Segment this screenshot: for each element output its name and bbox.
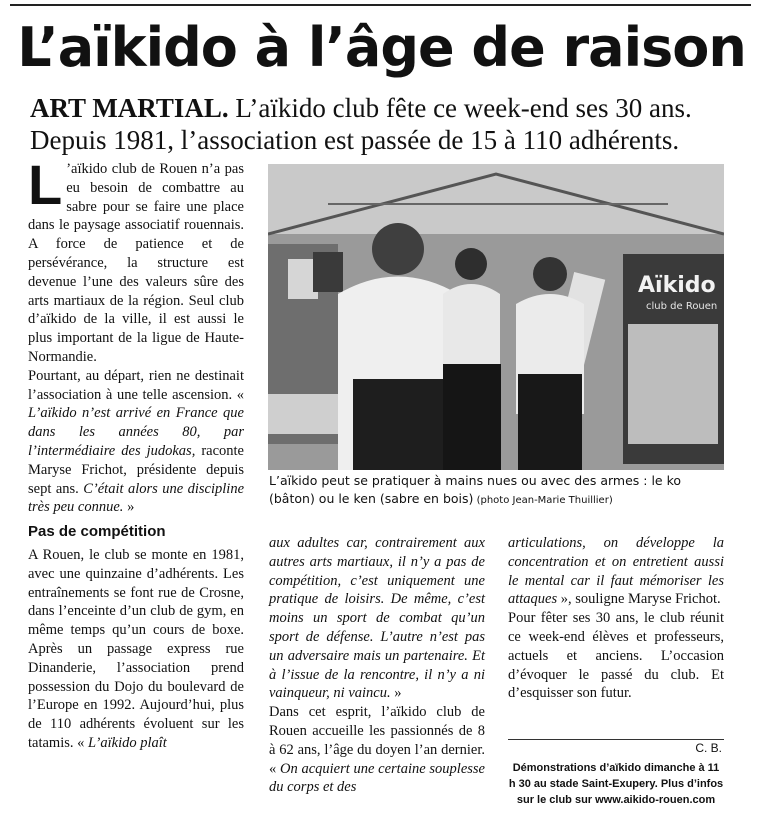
paragraph-ages: Dans cet esprit, l’aïkido club de Rouen accueille les passionnés de 8 à 62 ans, l’âge du doyen l’an dernier. « On acquiert une certaine souplesse du corps et des [269, 704, 485, 796]
deck [30, 92, 730, 156]
paragraph-intro: L ’aïkido club de Rouen n’a pas eu besoin de combattre au sabre pour se faire une place dans le paysage associatif rouennais. A force de patience et de persévérance, la structure est devenue l’une des valeurs sûre des arts martiaux de la région. Seul club d’aïkido de la ville, il est aussi le plus important de la ligue de Haute-Normandie. [28, 153, 244, 365]
article-column-2 [269, 534, 485, 797]
photo-credit: (photo Jean-Marie Thuillier) [473, 495, 613, 506]
photo-caption [269, 472, 725, 510]
top-rule [10, 4, 751, 6]
paragraph-benefits: articulations, on développe la concentration et on entretient aussi le mental car il faut mémoriser les attaques », souligne Maryse Frichot. [508, 535, 724, 608]
drop-cap: L [28, 153, 63, 216]
headline: L’aïkido à l’âge de raison [17, 16, 746, 79]
signature-rule [508, 739, 724, 740]
paragraph-history: A Rouen, le club se monte en 1981, avec une quinzaine d’adhérents. Les entraînements se font rue de Crosne, dans l’enceinte d’un club de gym, en même temps qu’un cours de boxe. Après un passage express rue Dinanderie, l’association prend possession du Dojo du boulevard de l’Europe en 1992. Aujourd’hui, plus de 110 adhérents évoluent sur les tatamis. « L’aïkido plaît [28, 546, 244, 751]
paragraph-quote: aux adultes car, contrairement aux autres arts martiaux, il n’y a pas de compétition, c’est uniquement une pratique de loisirs. De même, c’est moins un sport de combat qu’un sport de défense. L’autre n’est pas un adversaire mais un partenaire. Et à l’issue de la rencontre, il n’y a ni vainqueur, ni vaincu. » [269, 535, 485, 702]
article-photo [268, 164, 724, 470]
event-info: Démonstrations d’aïkido dimanche à 11 h 30 au stade Saint-Exupery. Plus d’infos sur le club sur www.aikido-rouen.com [508, 762, 724, 806]
quote-continues: L’aïkido plaît [88, 734, 167, 751]
deck-text: L’aïkido club fête ce week-end ses 30 ans. Depuis 1981, l’association est passée de 15 à 110 adhérents. [30, 93, 692, 155]
deck-kicker: ART MARTIAL. [30, 93, 229, 123]
photo-illustration [268, 164, 724, 470]
subhead: Pas de compétition [28, 523, 166, 541]
author-signature: C. B. [695, 741, 722, 755]
banner-subtitle: club de Rouen [646, 301, 718, 312]
banner-title: Aïkido [638, 273, 716, 298]
paragraph-origins: Pourtant, au départ, rien ne destinait l’association à une telle ascension. « L’aïkido n’est arrivé en France que dans les années 80, par l’intermédiaire des judokas, raconte Maryse Frichot, présidente depuis sept ans. C’était alors une discipline très peu connue. » [28, 367, 245, 516]
paragraph-celebration: Pour fêter ses 30 ans, le club réunit ce week-end élèves et professeurs, actuels et anciens. L’occasion d’évoquer le passé du club. Et d’esquisser son futur. [508, 610, 724, 702]
article-column-1 [28, 153, 245, 753]
caption-text: L’aïkido peut se pratiquer à mains nues ou avec des armes : le ko (bâton) ou le ken (sabre en bois) [269, 473, 682, 506]
article-column-3 [508, 534, 724, 703]
